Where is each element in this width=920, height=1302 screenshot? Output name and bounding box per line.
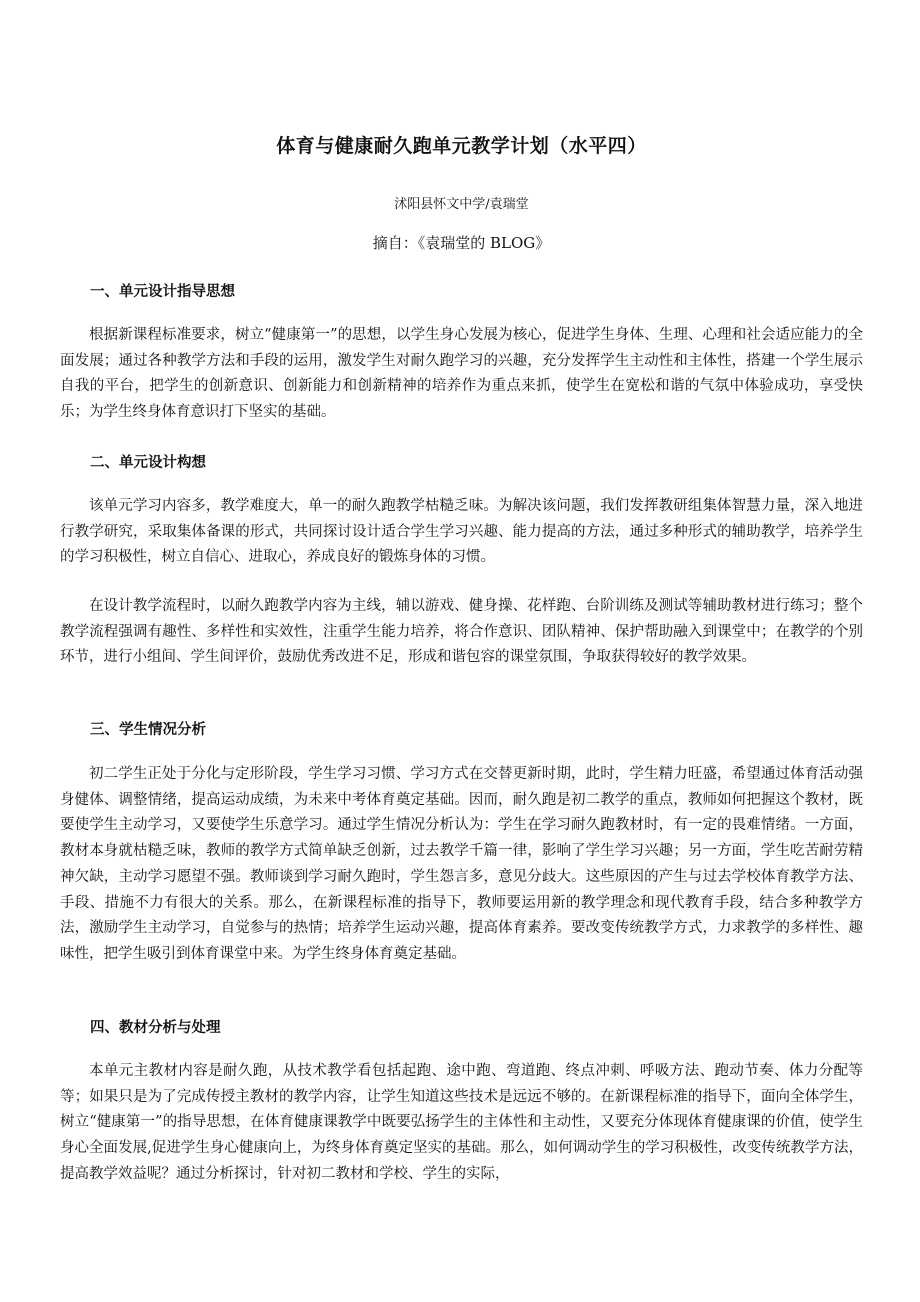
document-title: 体育与健康耐久跑单元教学计划（水平四） [276, 135, 647, 157]
paragraph-design-concept-1: 该单元学习内容多，教学难度大，单一的耐久跑教学枯糙乏味。为解决该问题，我们发挥教研组集体智慧力量，深入地进行教学研究，采取集体备课的形式，共同探讨设计适合学生学习兴趣、能力提高的方法，通过多种形式的辅助教学，培养学生的学习积极性，树立自信心、进取心，养成良好的锻炼身体的习惯。 [60, 498, 863, 566]
paragraph-material-analysis: 本单元主教材内容是耐久跑，从技术教学看包括起跑、途中跑、弯道跑、终点冲刺、呼吸方法、跑动节奏、体力分配等等；如果只是为了完成传授主教材的教学内容，让学生知道这些技术是远远不够的。在新课程标准的指导下，面向全体学生，树立“健康第一”的指导思想，在体育健康课教学中既要弘扬学生的主体性和主动性，又要充分体现体育健康课的价值，使学生身心全面发展,促进学生身心健康向上，为终身体育奠定坚实的基础。那么，如何调动学生的学习积极性，改变传统教学方法，提高教学效益呢？通过分析探讨，针对初二教材和学校、学生的实际， [60, 1063, 863, 1182]
section-heading-design-concept: 二、单元设计构想 [90, 455, 206, 471]
paragraph-student-analysis: 初二学生正处于分化与定形阶段，学生学习习惯、学习方式在交替更新时期，此时，学生精力旺盛，希望通过体育活动强身健体、调整情绪，提高运动成绩，为未来中考体育奠定基础。因而，耐久跑是初二教学的重点，教师如何把握这个教材，既要使学生主动学习，又要使学生乐意学习。通过学生情况分析认为：学生在学习耐久跑教材时，有一定的畏难情绪。一方面，教材本身就枯糙乏味，教师的教学方式简单缺乏创新，过去教学千篇一律，影响了学生学习兴趣；另一方面，学生吃苦耐劳精神欠缺，主动学习愿望不强。教师谈到学习耐久跑时，学生怨言多，意见分歧大。这些原因的产生与过去学校体育教学方法、手段、措施不力有很大的关系。那么，在新课程标准的指导下，教师要运用新的教学理念和现代教育手段，结合多种教学方法，激励学生主动学习，自觉参与的热情；培养学生运动兴趣，提高体育素养。要改变传统教学方式，力求教学的多样性、趣味性，把学生吸引到体育课堂中来。为学生终身体育奠定基础。 [60, 766, 863, 962]
source-line: 摘自：《袁瑞堂的 BLOG》 [372, 234, 551, 252]
section-heading-material-analysis: 四、教材分析与处理 [90, 1020, 221, 1036]
author-line: 沭阳县怀文中学/袁瑞堂 [394, 197, 529, 212]
section-heading-guiding-ideas: 一、单元设计指导思想 [90, 284, 235, 300]
paragraph-guiding-ideas: 根据新课程标准要求，树立“健康第一”的思想，以学生身心发展为核心，促进学生身体、生理、心理和社会适应能力的全面发展；通过各种教学方法和手段的运用，激发学生对耐久跑学习的兴趣，充分发挥学生主动性和主体性，搭建一个学生展示自我的平台，把学生的创新意识、创新能力和创新精神的培养作为重点来抓，使学生在宽松和谐的气氛中体验成功，享受快乐；为学生终身体育意识打下坚实的基础。 [60, 327, 863, 421]
paragraph-design-concept-2: 在设计教学流程时，以耐久跑教学内容为主线，辅以游戏、健身操、花样跑、台阶训练及测试等辅助教材进行练习；整个教学流程强调有趣性、多样性和实效性，注重学生能力培养，将合作意识、团队精神、保护帮助融入到课堂中；在教学的个别环节，进行小组间、学生间评价，鼓励优秀改进不足，形成和谐包容的课堂氛围，争取获得较好的教学效果。 [60, 598, 863, 666]
section-heading-student-analysis: 三、学生情况分析 [90, 722, 206, 738]
